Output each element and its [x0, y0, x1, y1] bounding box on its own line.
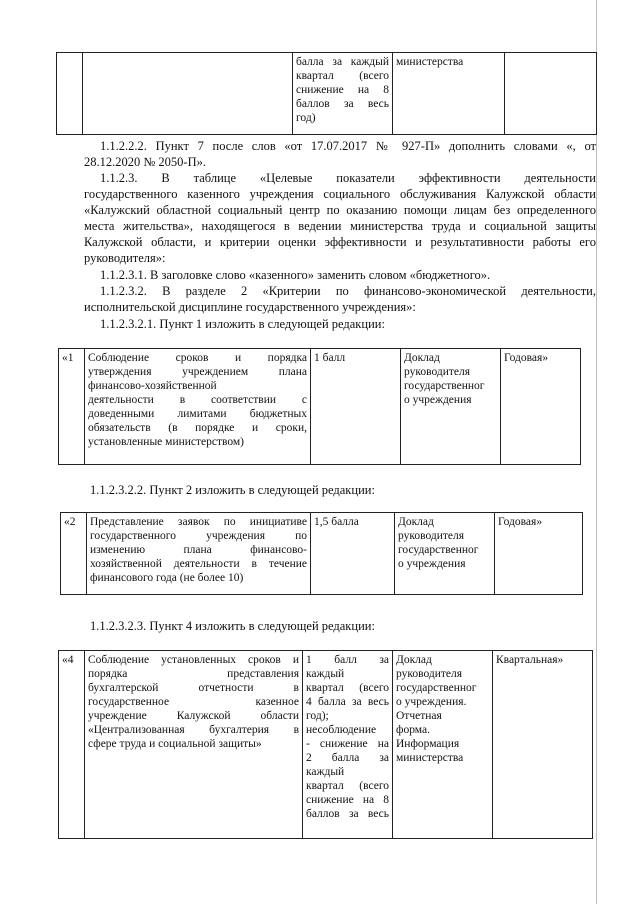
period-cell: Квартальная»: [493, 651, 593, 839]
score-cell: балла за каждый квартал (всего снижение на 8 баллов за весь год): [293, 53, 393, 135]
page-edge-line: [596, 0, 597, 904]
paragraph-2-line-5: Калужской области, и критерии оценки эффективности и результативности работы его: [84, 235, 596, 249]
source-cell: Доклад руководителя государственног о учреждения: [395, 513, 495, 595]
paragraph-2-line-1: 1.1.2.3. В таблице «Целевые показатели эффективности деятельности: [100, 171, 596, 185]
paragraph-1-line-2: 28.12.2020 № 2050-П».: [84, 155, 206, 169]
paragraph-2-line-4: места жительства», находящегося в ведении министерства труда и социальной защиты: [84, 219, 596, 233]
row-number-cell: «4: [59, 651, 85, 839]
criterion-cell: Соблюдение сроков и порядка утверждения учреждением плана финансово-хозяйственной деятельности в соответствии с доведенными лимитами бюджетных обязательств (в порядке и сроки, установленные министерством): [85, 349, 311, 465]
criterion-cell: Соблюдение установленных сроков и порядка представления бухгалтерской отчетности в государственное казенное учреждение Калужской области «Централизованная бухгалтерия в сфере труда и социальной защиты»: [85, 651, 303, 839]
paragraph-7: 1.1.2.3.2.3. Пункт 4 изложить в следующей редакции:: [90, 619, 375, 633]
paragraph-1-line-1: 1.1.2.2.2. Пункт 7 после слов «от 17.07.2017 № 927-П» дополнить словами «, от: [100, 139, 596, 153]
table-cell: [57, 53, 83, 135]
source-cell: Доклад руководителя государственног о учреждения. Отчетная форма. Информация министерства: [393, 651, 493, 839]
table-cell: [83, 53, 293, 135]
criterion-cell: Представление заявок по инициативе государственного учреждения по изменению плана финансово- хозяйственной деятельности в течение финансового года (не более 10): [87, 513, 311, 595]
paragraph-5: 1.1.2.3.2.1. Пункт 1 изложить в следующей редакции:: [100, 317, 385, 331]
score-cell: 1 балл за каждый квартал (всего 4 балла за весь год); несоблюдение - снижение на 2 балла за каждый квартал (всего снижение на 8 баллов за весь: [303, 651, 393, 839]
period-cell: Годовая»: [495, 513, 583, 595]
table-top-continuation: [56, 52, 597, 135]
score-cell: 1 балл: [311, 349, 401, 465]
table-cell: [505, 53, 597, 135]
paragraph-2-line-3: «Калужский областной социальный центр по оказанию помощи лицам без определенного: [84, 203, 596, 217]
table-item-1: [58, 348, 581, 465]
row-number-cell: «2: [61, 513, 87, 595]
paragraph-6: 1.1.2.3.2.2. Пункт 2 изложить в следующей редакции:: [90, 483, 375, 497]
table-item-4: [58, 650, 593, 839]
source-cell: министерства: [393, 53, 505, 135]
table-item-2: [60, 512, 583, 595]
paragraph-4-line-1: 1.1.2.3.2. В разделе 2 «Критерии по финансово-экономической деятельности,: [100, 284, 596, 298]
paragraph-3: 1.1.2.3.1. В заголовке слово «казенного» заменить словом «бюджетного».: [100, 268, 491, 282]
paragraph-2-line-6: руководителя»:: [84, 251, 166, 265]
score-cell: 1,5 балла: [311, 513, 395, 595]
paragraph-2-line-2: государственного казенного учреждения социального обслуживания Калужской области: [84, 187, 596, 201]
period-cell: Годовая»: [501, 349, 581, 465]
source-cell: Доклад руководителя государственног о учреждения: [401, 349, 501, 465]
paragraph-4-line-2: исполнительской дисциплине государственного учреждения»:: [84, 300, 416, 314]
row-number-cell: «1: [59, 349, 85, 465]
